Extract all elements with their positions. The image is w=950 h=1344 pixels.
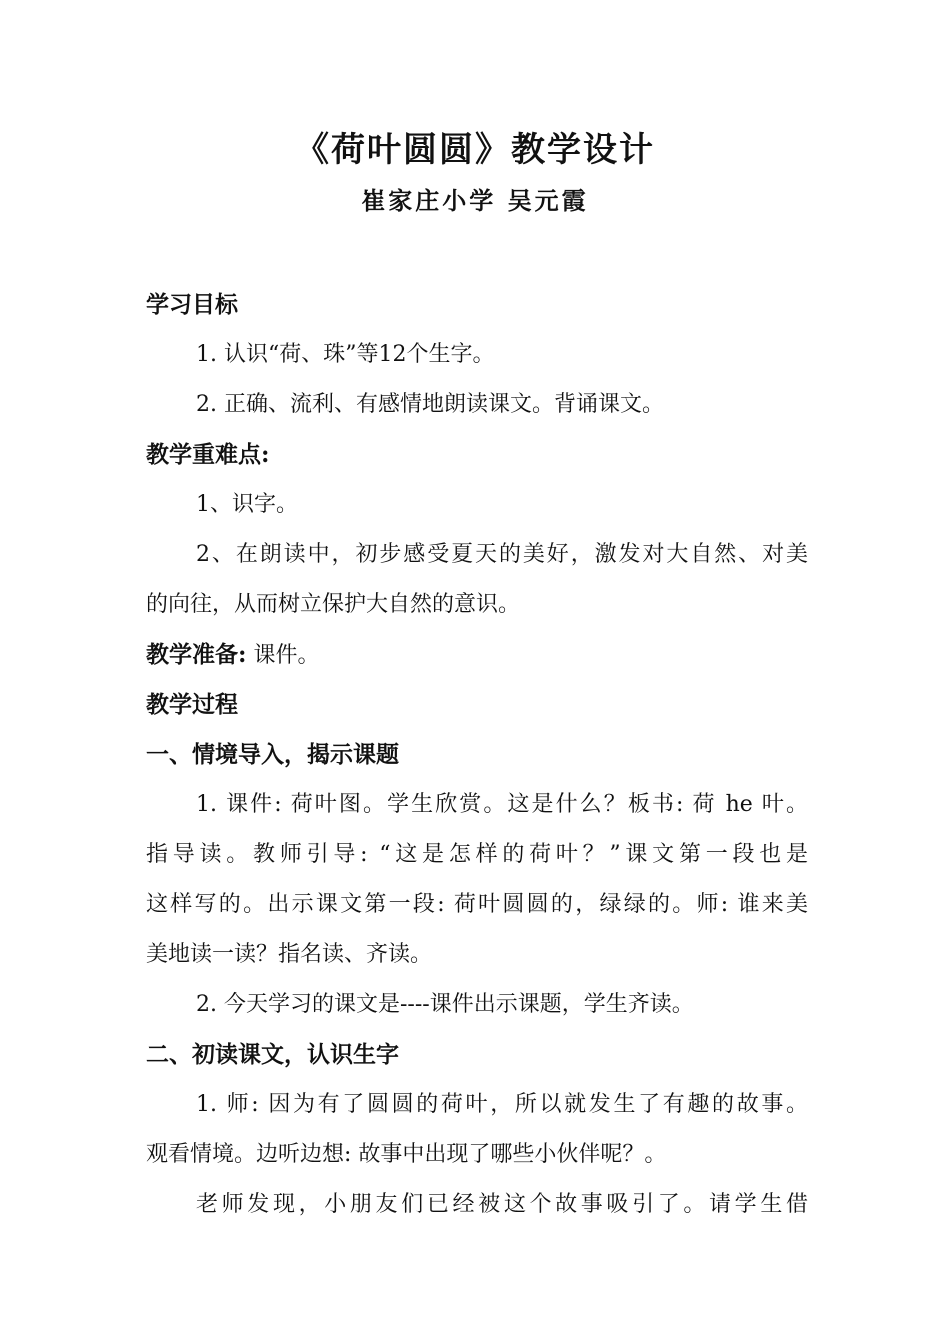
document-title: 《荷叶圆圆》教学设计 bbox=[295, 130, 655, 170]
part-2-item-continued: 观看情境。边听边想: 故事中出现了哪些小伙伴呢？。 bbox=[146, 1142, 667, 1167]
preparation-value: 课件。 bbox=[246, 643, 320, 668]
objectives-heading: 学习目标 bbox=[146, 291, 238, 318]
part-1-item: 2. 今天学习的课文是----课件出示课题，学生齐读。 bbox=[196, 992, 694, 1017]
part-2-item: 老师发现，小朋友们已经被这个故事吸引了。请学生借 bbox=[196, 1192, 808, 1217]
objective-item: 2. 正确、流利、有感情地朗读课文。背诵课文。 bbox=[196, 392, 664, 417]
key-point-item: 1、识字。 bbox=[196, 492, 298, 517]
part-1-item-continued: 指导读。教师引导: “这是怎样的荷叶？”课文第一段也是 bbox=[146, 842, 808, 867]
preparation-label: 教学准备: bbox=[146, 641, 247, 668]
key-point-item: 2、在朗读中，初步感受夏天的美好，激发对大自然、对美 bbox=[196, 542, 808, 567]
document-body bbox=[146, 280, 808, 1230]
key-points-heading: 教学重难点: bbox=[146, 441, 270, 468]
part-1-item-continued: 美地读一读？指名读、齐读。 bbox=[146, 942, 433, 967]
part-2-item: 1. 师: 因为有了圆圆的荷叶，所以就发生了有趣的故事。 bbox=[196, 1092, 808, 1117]
part-1-item-continued: 这样写的。出示课文第一段: 荷叶圆圆的，绿绿的。师: 谁来美 bbox=[146, 892, 808, 917]
process-heading: 教学过程 bbox=[146, 691, 238, 718]
document-author: 崔家庄小学 吴元霞 bbox=[361, 186, 589, 215]
objective-item: 1. 认识“荷、珠”等12个生字。 bbox=[196, 342, 495, 367]
part-1-item: 1. 课件: 荷叶图。学生欣赏。这是什么？板书: 荷 he 叶。 bbox=[196, 792, 808, 817]
part-1-heading: 一、情境导入，揭示课题 bbox=[146, 741, 399, 768]
part-2-heading: 二、初读课文，认识生字 bbox=[146, 1041, 399, 1068]
preparation-line bbox=[146, 630, 808, 680]
key-point-item-continued: 的向往，从而树立保护大自然的意识。 bbox=[146, 592, 521, 617]
